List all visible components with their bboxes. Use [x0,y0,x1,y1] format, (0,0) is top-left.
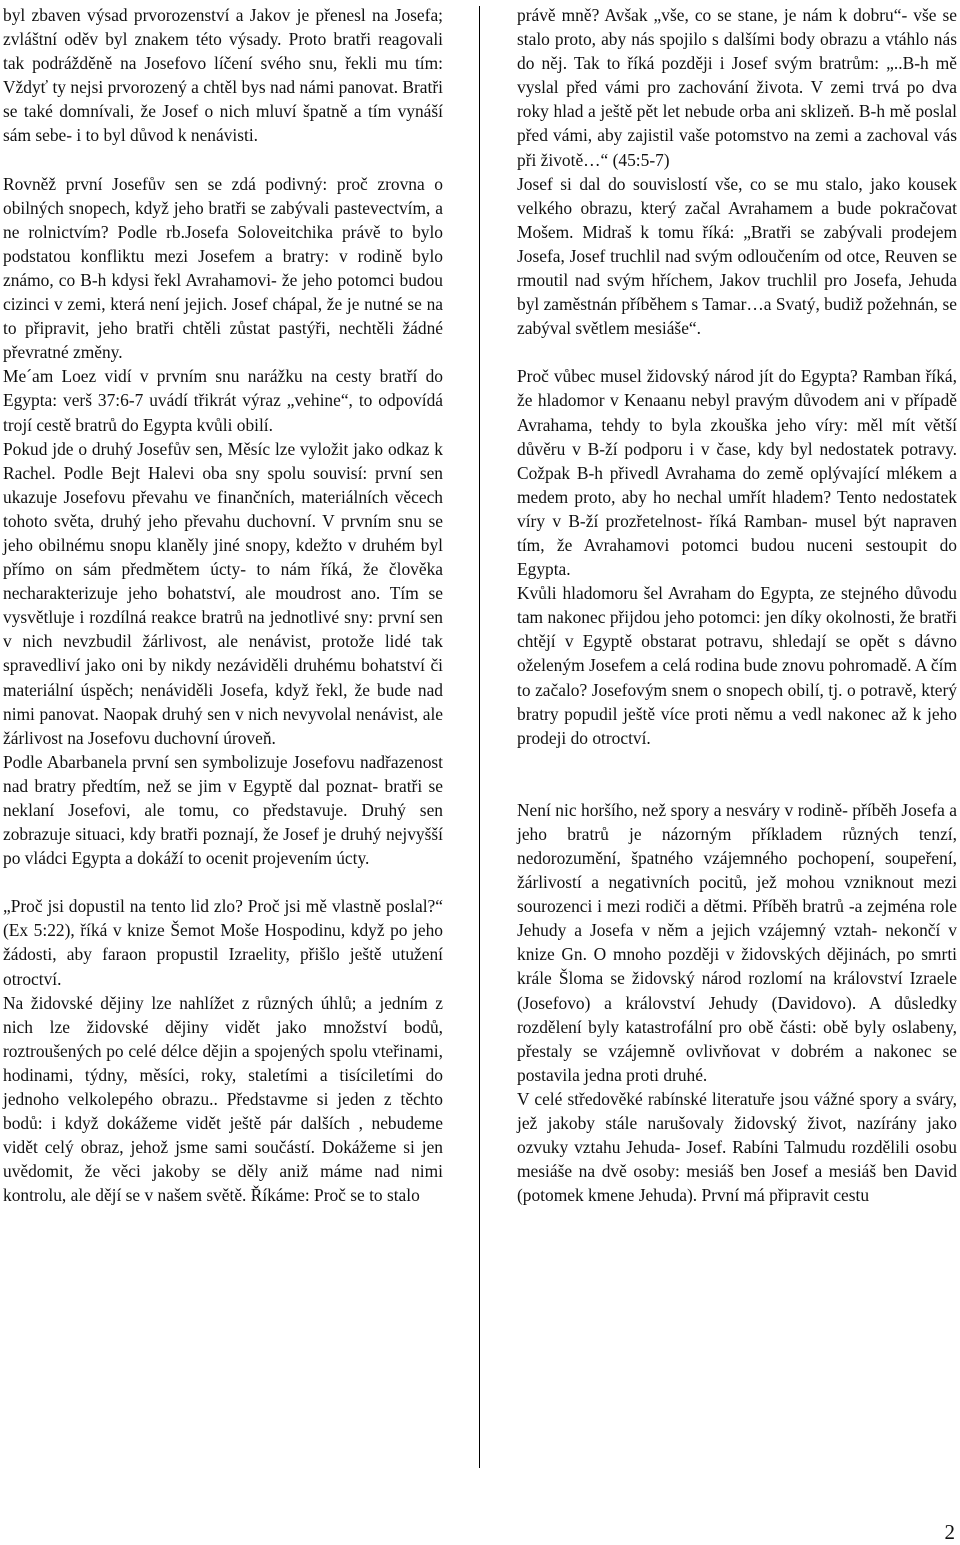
paragraph-gap [517,750,957,774]
paragraph: právě mně? Avšak „vše, co se stane, je nám k dobru“- vše se stalo proto, aby nás spojilo s dalšími body obrazu a vtáhlo nás do něj. Tak to říká později i Josef svým bratrům: „..B-h mě vyslal před vámi pro zachování života. V zemi trvá po dva roky hlad a ještě pět let nebude orba ani sklizeň. B-h mě poslal před vámi, aby zajistil vaše potomstvo na zemi a zachoval vás při životě…“ (45:5-7) [517,5,957,170]
paragraph: Proč vůbec musel židovský národ jít do Egypta? Ramban říká, že hladomor v Kenaanu nebyl pravým důvodem ani v případě Avrahama, tehdy to byla zkouška jeho víry: měl mít větší důvěru v B-ží podporu i v čase, kdy byl nedostatek potravy. Cožpak B-h přivedl Avrahama do země oplývající mlékem a medem proto, aby ho nechal umřít hladem? Tento nedostatek víry v B-ží prozřetelnost- říká Ramban- musel být napraven tím, že Avrahamovi potomci budou nuceni sestoupit do Egypta. [517,366,957,580]
paragraph: Na židovské dějiny lze nahlížet z různých úhlů; a jedním z nich lze židovské dějiny vidět jako množství bodů, roztroušených po celé délce dějin a spojených spolu vteřinami, hodinami, týdny, měsíci, roky, staletími a tisíciletími do jednoho velkolepého obrazu.. Představme si jeden z těchto bodů: i když dokážeme vidět ještě pár dalších , nebudeme vidět celý obraz, jehož jsme sami součástí. Dokážeme si jen uvědomit, že věci jakoby se děly aniž máme nad nimi kontrolu, ale dějí se v našem světě. Říkáme: Proč se to stalo [3,992,443,1206]
paragraph-gap [517,774,957,798]
paragraph: Podle Abarbanela první sen symbolizuje Josefovu nadřazenost nad bratry předtím, než se jim v Egyptě dal poznat- bratři se neklaní Josefovi, ale tomu, co představuje. Druhý sen zobrazuje situaci, kdy bratři poznají, že Josef je druhý nejvyšší po vládci Egypta a dokáží to ocenit projevením úcty. [3,751,443,869]
paragraph-gap [3,870,443,894]
paragraph-gap [517,340,957,364]
paragraph: byl zbaven výsad prvorozenství a Jakov je přenesl na Josefa; zvláštní oděv byl znakem této výsady. Proto bratři reagovali tak podrážděně na Josefovo líčení svého snu, řekli mu tím: Vždyť ty nejsi prvorozený a chtěl bys nad námi panovat. Bratři se také domnívali, že Josef o nich mluví špatně a tím vynáší sám sebe- i to byl důvod k nenávisti. [3,5,443,146]
page-number: 2 [944,1520,955,1544]
paragraph: Pokud jde o druhý Josefův sen, Měsíc lze vyložit jako odkaz k Rachel. Podle Bejt Halevi oba sny spolu souvisí: první sen ukazuje Josefovu převahu ve finančních, materiálních věcech tohoto světa, druhý jeho převahu duchovní. V prvním snu se jeho obilnému snopu klaněly jiné snopy, kdežto v druhém byl přímo on sám předmětem úcty- to nám říká, že člověka necharakterizuje jeho bohatství, ale moudrost ano. Tím se vysvětluje i rozdílná reakce bratrů na jednotlivé sny: první sen v nich nevzbudil žárlivost, ale nenávist, protože lidé tak spravedliví jako oni by nikdy nezáviděli druhému bohatství či materiální úspěch; nenáviděli Josefa, když řekl, že bude nad nimi panovat. Naopak druhý sen v nich nevyvolal nenávist, ale žárlivost na Josefovu duchovní úroveň. [3,438,443,748]
column-divider [479,6,480,1468]
paragraph: V celé středověké rabínské literatuře jsou vážné spory a sváry, jež jakoby stále narušovaly židovský život, nazírány jako ozvuky vztahu Jehuda- Josef. Rabíni Talmudu rozdělili osobu mesiáše na dvě osoby: mesiáš ben Josef a mesiáš ben David (potomek kmene Jehuda). První má připravit cestu [517,1088,957,1206]
paragraph: Není nic horšího, než spory a nesváry v rodině- příběh Josefa a jeho bratrů je názorným příkladem různých tenzí, nedorozumění, špatného vzájemného pochopení, soupeření, žárlivostí a negativních pocitů, jež mohou vzniknout mezi sourozenci i mezi rodiči a dětmi. Příběh bratrů -a zejména role Jehudy a Josefa v něm a jejich vzájemný vztah- nekončí v knize Gn. O mnoho později v židovských dějinách, po smrti krále Šloma se židovský národ rozlomí na království Izraele (Josefovo) a království Jehudy (Davidovo). A důsledky rozdělení byly katastrofální pro obě části: obě byly oslabeny, přestaly se vzájemně ovlivňovat v dobrém a nakonec se postavila jedna proti druhé. [517,799,957,1085]
right-column [517,3,957,1207]
paragraph: Josef si dal do souvislostí vše, co se mu stalo, jako kousek velkého obrazu, který začal Avrahamem a bude pokračovat Mošem. Midraš k tomu říká: „Bratři se zabývali prodejem Josefa, Josef truchlil nad svým odloučením od otce, Reuven se rmoutil nad svým hříchem, Jakov truchlil pro Josefa, Jehuda byl zaměstnán příběhem s Tamar…a Svatý, budiž požehnán, se zabýval světlem mesiáše“. [517,173,957,339]
paragraph: „Proč jsi dopustil na tento lid zlo? Proč jsi mě vlastně poslal?“ (Ex 5:22), říká v knize Šemot Moše Hospodinu, když po jeho žádosti, aby faraon propustil Izraelity, přišlo ještě utužení otroctví. [3,896,443,989]
paragraph: Me´am Loez vidí v prvním snu narážku na cesty bratří do Egypta: verš 37:6-7 uvádí třikrát výraz „vehine“, to odpovídá trojí cestě bratrů do Egypta kvůli obilí. [3,366,443,435]
left-column [3,3,443,1208]
paragraph-gap [3,148,443,172]
paragraph: Kvůli hladomoru šel Avraham do Egypta, ze stejného důvodu tam nakonec přijdou jeho potomci: jen díky okolnosti, že bratři chtějí v Egyptě obstarat potravu, shledají se opět s dávno oželeným Josefem a celá rodina bude znovu pohromadě. A čím to začalo? Josefovým snem o snopech obilí, tj. o potravě, který bratry popudil ještě více proti němu a vedl nakonec až k jeho prodeji do otroctví. [517,583,957,748]
paragraph: Rovněž první Josefův sen se zdá podivný: proč zrovna o obilných snopech, když jeho bratři se zabývali pastevectvím, a ne rolnictvím? Podle rb.Josefa Soloveitchika právě to bylo podstatou konfliktu mezi Josefem a bratry: v rodině bylo známo, co B-h kdysi řekl Avrahamovi- že jeho potomci budou cizinci v zemi, která není jejich. Josef chápal, že je nutné se na to připravit, jeho bratři chtěli zůstat pastýři, nechtěli žádné převratné změny. [3,173,443,363]
